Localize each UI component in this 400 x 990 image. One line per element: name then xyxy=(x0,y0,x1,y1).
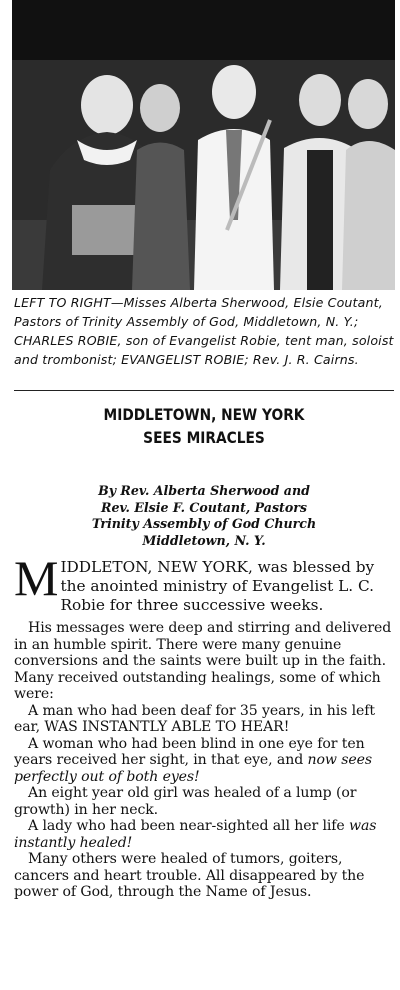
article-paragraph-4: A woman who had been blind in one eye for ten years received her sight, in that eye, and now sees perfectly out of both eyes! xyxy=(14,735,372,785)
headline-line-1: MIDDLETOWN, NEW YORK xyxy=(103,405,305,424)
photo-caption: LEFT TO RIGHT—Misses Alberta Sherwood, Elsie Coutant, Pastors of Trinity Assembly of God, Middletown, N. Y.; CHARLES ROBIE, son of Evangelist Robie, tent man, soloist and trombonist; EVANGELIST ROBIE; Rev. J. R. Cairns. xyxy=(14,295,394,367)
article-paragraph-5: An eight year old girl was healed of a lump (or growth) in her neck. xyxy=(14,785,357,818)
section-divider xyxy=(14,390,394,391)
article-body xyxy=(14,550,394,901)
article-paragraph-6: A lady who had been near-sighted all her life was instantly healed! xyxy=(14,818,377,851)
article-paragraph-1: MIDDLETON, NEW YORK, was blessed by the anointed ministry of Evangelist L. C. Robie for three successive weeks. xyxy=(14,550,375,614)
drop-cap: M xyxy=(14,550,59,606)
article-byline xyxy=(14,483,394,549)
byline-line-1: By Rev. Alberta Sherwood and xyxy=(98,483,310,498)
article-paragraph-3: A man who had been deaf for 35 years, in his left ear, WAS INSTANTLY ABLE TO HEAR! xyxy=(14,702,375,735)
byline-line-3: Trinity Assembly of God Church xyxy=(91,516,317,531)
byline-line-4: Middletown, N. Y. xyxy=(142,532,266,548)
headline-line-2: SEES MIRACLES xyxy=(143,428,265,447)
group-photo xyxy=(12,0,395,290)
article-paragraph-2: His messages were deep and stirring and delivered in an humble spirit. There were many genuine conversions and the saints were built up in the faith. Many received outstanding healings, some of which were: xyxy=(14,620,392,702)
byline-line-2: Rev. Elsie F. Coutant, Pastors xyxy=(100,499,308,515)
article-paragraph-7: Many others were healed of tumors, goiters, cancers and heart trouble. All disappeared by the power of God, through the Name of Jesus. xyxy=(14,851,365,900)
article-headline xyxy=(41,403,368,449)
